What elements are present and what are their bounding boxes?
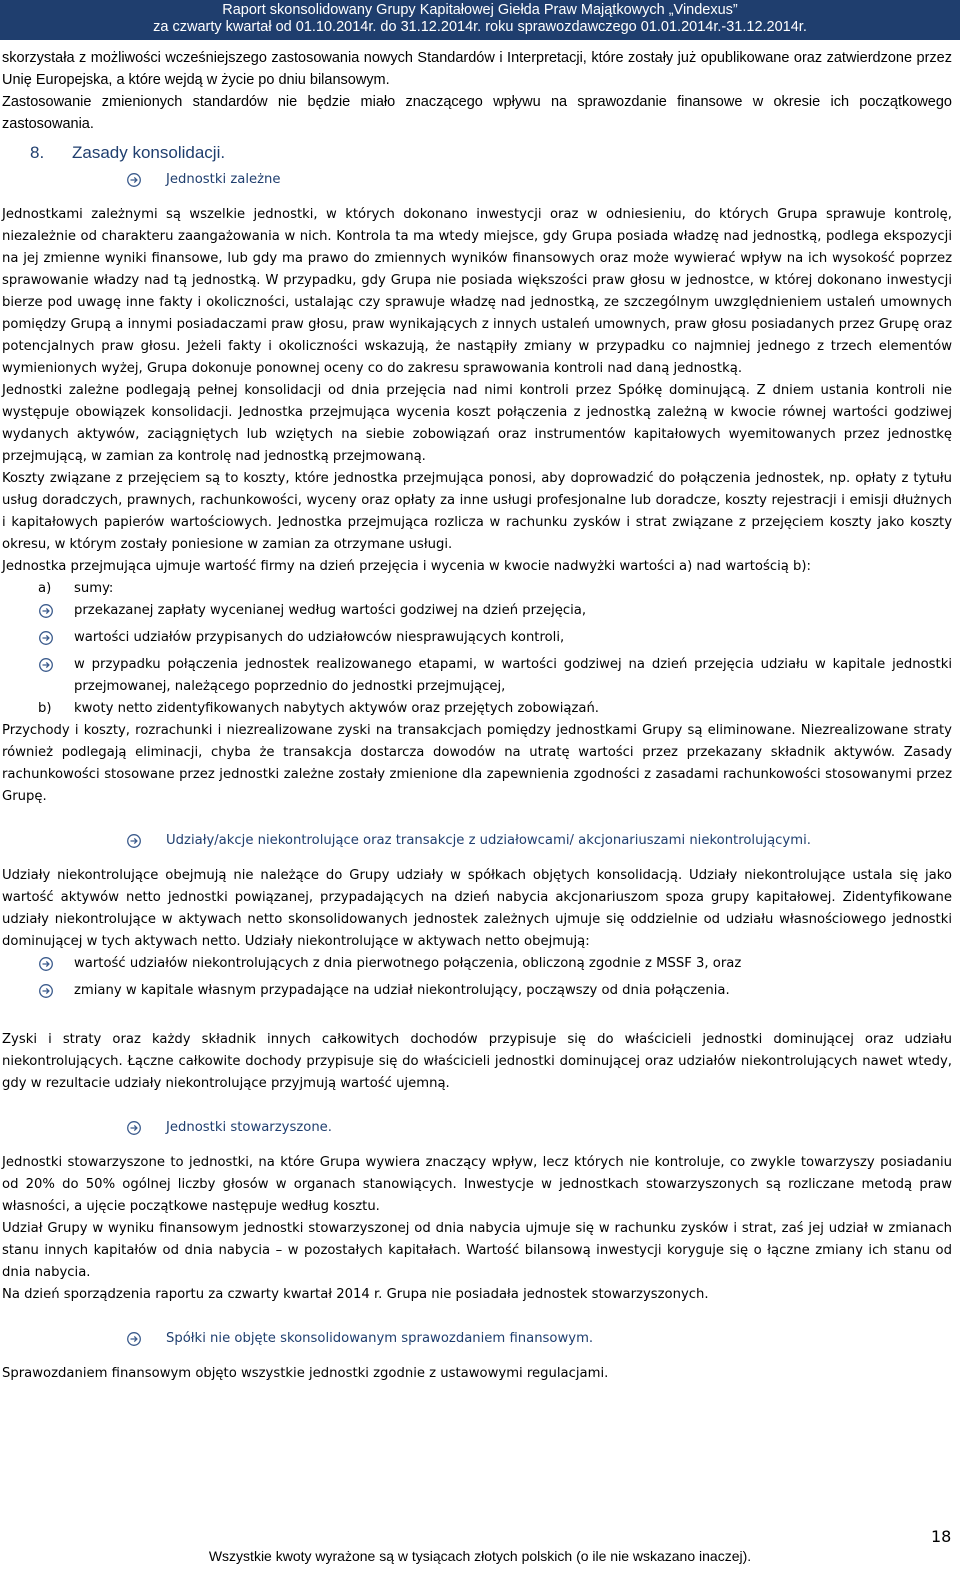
circle-arrow-right-icon [38, 603, 54, 619]
subheading-subsidiaries [126, 169, 952, 191]
report-header [0, 0, 960, 40]
paragraph: Na dzień sporządzenia raportu za czwarty kwartał 2014 r. Grupa nie posiadała jednostek stowarzyszonych. [2, 1287, 709, 1302]
header-period: za czwarty kwartał od 01.10.2014r. do 31.12.2014r. roku sprawozdawczego 01.01.2014r.-31.12.2014r. [153, 19, 807, 35]
footer-note: Wszystkie kwoty wyrażone są w tysiącach złotych polskich (o ile nie wskazano inaczej). [208, 1548, 752, 1564]
list-label: a) [38, 581, 52, 596]
paragraph: Udziały niekontrolujące obejmują nie należące do Grupy udziały w spółkach objętych konsolidacją. Udziały niekontrolujące ustala się jako wartość aktywów netto jednostki powiązanej, przypadających na dzień nabycia akcjonariuszom spoza grupy kapitałowej. Zidentyfikowane udziały niekontrolujące w aktywach netto skonsolidowanych jednostek zależnych ujmuje się oddzielnie od udziału własnościowego jednostki dominującej w tych aktywach netto. Udziały niekontrolujące w aktywach netto obejmują: [2, 868, 952, 949]
list-text: przekazanej zapłaty wycenianej według wartości godziwej na dzień przejęcia, [74, 603, 587, 618]
list-text: zmiany w kapitale własnym przypadające na udział niekontrolujący, począwszy od dnia połączenia. [74, 983, 730, 998]
section-title: Zasady konsolidacji. [72, 143, 226, 162]
paragraph: Udział Grupy w wyniku finansowym jednostki stowarzyszonej od dnia nabycia ujmuje się w rachunku zysków i strat, zaś jej udział w zmianach stanu innych kapitałów od dnia nabycia – w pozostałych kapitałach. Wartość bilansową inwestycji koryguje się o łączne zmiany ich stanu od dnia nabycia. [2, 1221, 952, 1280]
list-item-a [2, 578, 952, 600]
document-body [2, 47, 952, 1385]
circle-arrow-right-icon [126, 833, 142, 849]
paragraph: Jednostki zależne podlegają pełnej konsolidacji od dnia przejęcia nad nimi kontroli przez Spółkę dominującą. Z dniem ustania kontroli nie występuje obowiązek konsolidacji. Jednostka przejmująca wycenia koszt połączenia z jednostką zależną w kwocie równej wartości godziwej wydanych aktywów, zaciągniętych lub wziętych na siebie zobowiązań oraz instrumentów kapitałowych wyemitowanych przez jednostkę przejmującą, w zamian za kontrolę nad jednostką przejmowaną. [2, 383, 952, 464]
subheading-text: Jednostki stowarzyszone. [166, 1120, 332, 1135]
circle-arrow-right-icon [38, 657, 54, 673]
subheading-excluded-companies [126, 1328, 952, 1350]
paragraph: Jednostka przejmująca ujmuje wartość firmy na dzień przejęcia i wycenia w kwocie nadwyżki wartości a) nad wartością b): [2, 559, 811, 574]
circle-arrow-right-icon [126, 1120, 142, 1136]
list-label: b) [38, 701, 52, 716]
circle-arrow-right-icon [126, 1331, 142, 1347]
list-item [2, 654, 952, 698]
circle-arrow-right-icon [38, 983, 54, 999]
circle-arrow-right-icon [38, 956, 54, 972]
subheading-non-controlling [126, 830, 952, 852]
list-item [2, 953, 952, 980]
list-text: wartości udziałów przypisanych do udziałowców niesprawujących kontroli, [74, 630, 565, 645]
subheading-text: Jednostki zależne [166, 172, 281, 187]
circle-arrow-right-icon [126, 172, 142, 188]
list-item-b [2, 698, 952, 720]
list-text: w przypadku połączenia jednostek realizowanego etapami, w wartości godziwej na dzień przejęcia udziału w kapitale jednostki przejmowanej, należącego poprzednio do jednostki przejmującej, [74, 657, 952, 694]
list-item [2, 627, 952, 654]
paragraph: Zyski i straty oraz każdy składnik innych całkowitych dochodów przypisuje się do właścicieli jednostki dominującej oraz udziału niekontrolujących. Łączne całkowite dochody przypisuje się do właścicieli jednostki dominującej oraz udziałów niekontrolujących nawet wtedy, gdy w rezultacie udziały niekontrolujące przyjmują wartość ujemną. [2, 1032, 952, 1091]
section-heading [30, 140, 952, 166]
subheading-text: Spółki nie objęte skonsolidowanym sprawozdaniem finansowym. [166, 1331, 594, 1346]
paragraph: Przychody i koszty, rozrachunki i niezrealizowane zyski na transakcjach pomiędzy jednostkami Grupy są eliminowane. Niezrealizowane straty również podlegają eliminacji, chyba że transakcja dostarcza dowodów na utratę wartości przez przekazany składnik aktywów. Zasady rachunkowości stosowane przez jednostki zależne zostały zmienione dla zapewnienia zgodności z zasadami rachunkowości stosowanymi przez Grupę. [2, 723, 952, 804]
subheading-text: Udziały/akcje niekontrolujące oraz transakcje z udziałowcami/ akcjonariuszami niekontrolującymi. [166, 833, 811, 848]
list-text: sumy: [74, 581, 114, 596]
page-number: 18 [931, 1527, 952, 1546]
list-text: kwoty netto zidentyfikowanych nabytych aktywów oraz przejętych zobowiązań. [74, 701, 600, 716]
paragraph: Koszty związane z przejęciem są to koszty, które jednostka przejmująca ponosi, aby doprowadzić do połączenia jednostek, np. opłaty z tytułu usług doradczych, prawnych, rachunkowości, wyceny oraz opłaty za inne usługi profesjonalne lub doradcze, koszty rejestracji i emisji dłużnych i kapitałowych papierów wartościowych. Jednostka przejmująca rozlicza w rachunku zysków i strat związane z przejęciem koszty jako koszty okresu, w którym zostały poniesione w zamian za otrzymane usługi. [2, 471, 952, 552]
paragraph: Jednostki stowarzyszone to jednostki, na które Grupa wywiera znaczący wpływ, lecz których nie kontroluje, co zwykle towarzyszy posiadaniu od 20% do 50% ogólnej liczby głosów w organach stanowiących. Inwestycje w jednostkach stowarzyszonych są rozliczane metodą praw własności, a ujęcie początkowe następuje według kosztu. [2, 1155, 952, 1214]
paragraph: Jednostkami zależnymi są wszelkie jednostki, w których dokonano inwestycji oraz w odniesieniu, do których Grupa sprawuje kontrolę, niezależnie od charakteru zaangażowania w nich. Kontrola ta ma wtedy miejsce, gdy Grupa posiada władzę nad jednostką, podlega ekspozycji na jej zmienne wyniki finansowe, lub gdy ma prawo do zmiennych wyników finansowych oraz może wywierać wpływ na ich wysokość poprzez sprawowanie władzy nad tą jednostką. W przypadku, gdy Grupa nie posiada większości praw głosu w jednostce, w której dokonano inwestycji bierze pod uwagę inne fakty i okoliczności, ustalając czy sprawuje władzę nad jednostką, ze szczególnym uwzględnieniem ustaleń umownych pomiędzy Grupą a innymi posiadaczami praw głosu, praw wynikających z innych ustaleń umownych, praw głosu posiadanych przez Grupę oraz potencjalnych praw głosu. Jeżeli fakty i okoliczności wskazują, że nastąpiły zmiany w przypadku co najmniej jednego z trzech elementów wymienionych wyżej, Grupa dokonuje ponownej oceny co do zakresu sprawowania kontroli nad daną jednostką. [2, 207, 952, 376]
header-title: Raport skonsolidowany Grupy Kapitałowej Giełda Praw Majątkowych „Vindexus” [222, 2, 738, 18]
list-item [2, 980, 952, 1007]
circle-arrow-right-icon [38, 630, 54, 646]
intro-paragraph-2: Zastosowanie zmienionych standardów nie będzie miało znaczącego wpływu na sprawozdanie finansowe w okresie ich początkowego zastosowania. [2, 94, 952, 132]
section-number: 8. [30, 143, 45, 162]
list-item [2, 600, 952, 627]
list-text: wartość udziałów niekontrolujących z dnia pierwotnego połączenia, obliczoną zgodnie z MSSF 3, oraz [74, 956, 742, 971]
subheading-associates [126, 1117, 952, 1139]
intro-paragraph-1: skorzystała z możliwości wcześniejszego zastosowania nowych Standardów i Interpretacji, które zostały już opublikowane oraz zatwierdzone przez Unię Europejska, a które wejdą w życie po dniu bilansowym. [2, 50, 952, 88]
paragraph: Sprawozdaniem finansowym objęto wszystkie jednostki zgodnie z ustawowymi regulacjami. [2, 1366, 609, 1381]
